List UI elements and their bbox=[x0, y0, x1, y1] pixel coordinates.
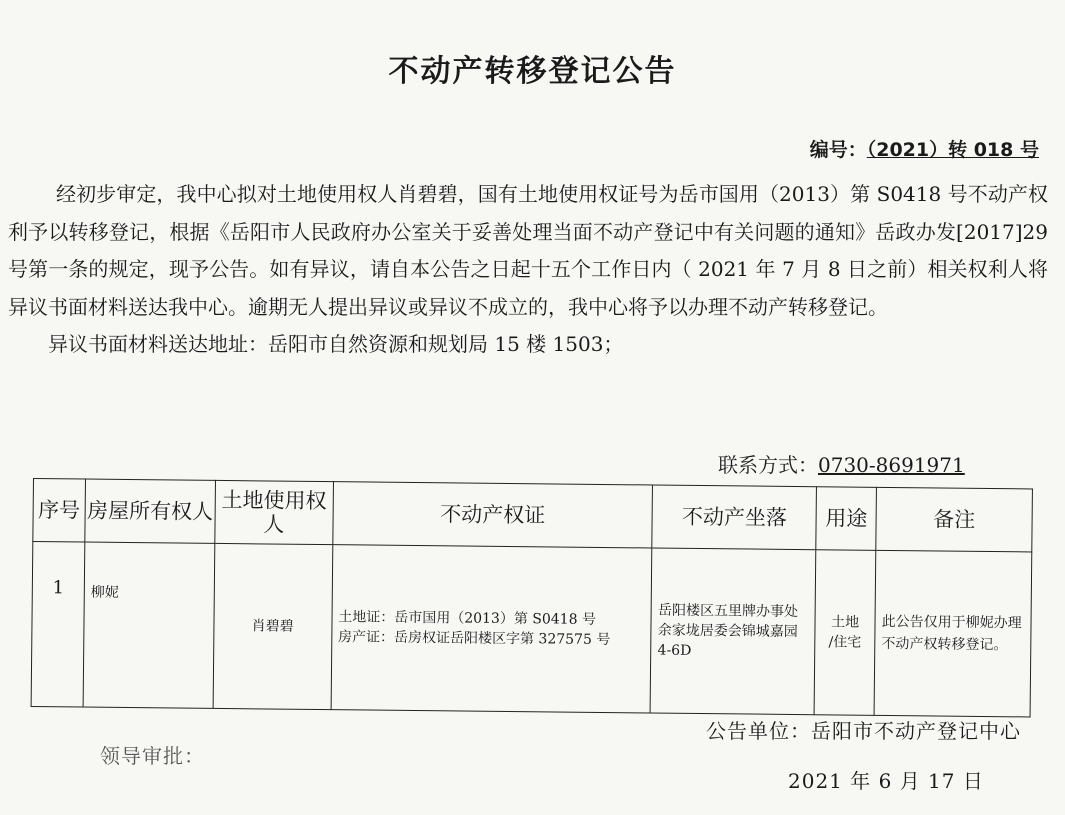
registration-table bbox=[31, 478, 1033, 717]
house-certificate: 房产证：岳房权证岳阳楼区字第 327575 号 bbox=[337, 629, 611, 649]
header-certificate: 不动产权证 bbox=[333, 482, 653, 548]
header-house-owner: 房屋所有权人 bbox=[85, 479, 216, 543]
issuing-unit bbox=[706, 715, 1021, 744]
header-usage: 用途 bbox=[816, 487, 877, 551]
cell-certificate bbox=[331, 545, 652, 713]
leader-approval: 领导审批： bbox=[100, 744, 205, 768]
document-number-value: （2021）转 018 号 bbox=[866, 139, 1039, 161]
usage-line-2: /住宅 bbox=[828, 634, 862, 651]
document-title: 不动产转移登记公告 bbox=[388, 54, 677, 89]
header-location: 不动产坐落 bbox=[652, 485, 816, 550]
table-row bbox=[31, 542, 1032, 717]
header-seq: 序号 bbox=[33, 479, 86, 543]
document-number-label: 编号： bbox=[809, 139, 867, 161]
contact-info bbox=[718, 449, 965, 478]
notice-paragraph: 经初步审定，我中心拟对土地使用权人肖碧碧，国有土地使用权证号为岳市国用（2013）第 S0418 号不动产权利予以转移登记，根据《岳阳市人民政府办公室关于妥善处理当面不动产登记中有关问题的通知》岳政办发[2017]29 号第一条的规定，现予公告。如有异议，请自本公告之日起十五个工作日内（ 2021 年 7 月 8 日之前）相关权利人将异议书面材料送达我中心。逾期无人提出异议或异议不成立的，我中心将予以办理不动产转移登记。 bbox=[8, 182, 1048, 319]
usage-line-1: 土地 bbox=[831, 614, 860, 631]
issuing-unit-name: 岳阳市不动产登记中心 bbox=[811, 719, 1021, 743]
cell-usage bbox=[814, 550, 876, 716]
header-note: 备注 bbox=[876, 487, 1033, 552]
notice-body bbox=[8, 176, 1048, 364]
header-land-user: 土地使用权人 bbox=[215, 480, 334, 544]
cell-seq: 1 bbox=[31, 542, 85, 708]
issue-date: 2021 年 6 月 17 日 bbox=[788, 769, 984, 793]
document-number bbox=[810, 135, 1039, 162]
contact-label: 联系方式： bbox=[718, 453, 818, 477]
objection-address: 异议书面材料送达地址：岳阳市自然资源和规划局 15 楼 1503； bbox=[48, 332, 624, 356]
contact-phone: 0730-8691971 bbox=[818, 453, 965, 477]
cell-note: 此公告仅用于柳妮办理不动产权转移登记。 bbox=[874, 550, 1032, 717]
table-header-row bbox=[33, 479, 1033, 552]
issuing-unit-label: 公告单位： bbox=[706, 719, 811, 743]
cell-land-user: 肖碧碧 bbox=[213, 543, 333, 709]
cell-location: 岳阳楼区五里牌办事处余家垅居委会锦城嘉园 4-6D bbox=[650, 548, 816, 715]
land-certificate: 土地证：岳市国用（2013）第 S0418 号 bbox=[338, 609, 597, 628]
cell-house-owner: 柳妮 bbox=[83, 542, 215, 708]
